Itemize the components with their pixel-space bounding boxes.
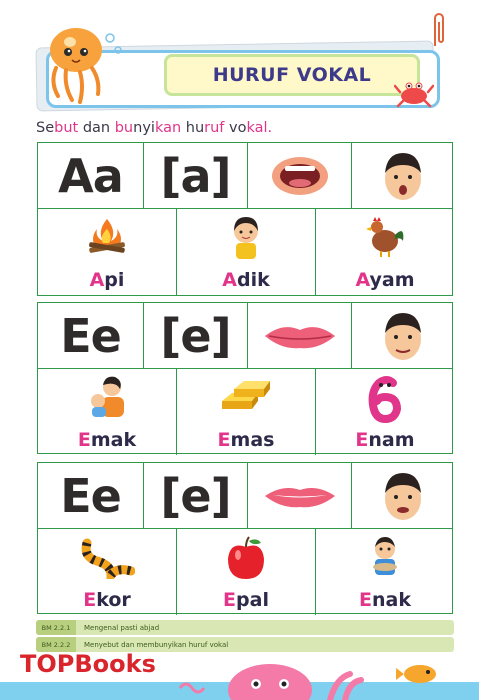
word-initial: E [217,429,231,451]
big-letter-cell [38,143,144,208]
face-cell [352,463,454,528]
phonetic-sound: [e] [160,308,231,363]
word-initial: A [89,269,105,291]
word-row [38,369,452,455]
word-cell [177,369,316,455]
word-label [177,589,315,611]
instr-part: vo [224,120,247,136]
word-label [316,589,454,611]
word-cell [177,209,316,295]
word-initial: A [355,269,370,291]
lips-smile-icon [263,321,337,351]
word-rest: pi [104,269,125,291]
mouth-cell [248,463,352,528]
phonetic-sound: [a] [160,148,231,203]
title-banner [36,42,436,108]
boy-face-e-icon [378,309,428,363]
standard-text: Mengenal pasti abjad [84,623,160,632]
lips-wide-icon [263,481,337,511]
word-label [38,269,176,291]
mother-baby-icon [84,375,130,421]
instruction-text [36,120,272,136]
big-letter: Ee [60,468,121,523]
word-rest: mak [90,429,137,451]
instr-part: bu [114,120,134,136]
mouth-cell [248,143,352,208]
word-rest: yam [369,269,415,291]
word-cell [316,529,454,615]
rooster-icon [363,215,407,259]
crab-icon [394,76,434,108]
vowel-section-e-second [37,462,453,614]
word-rest: mas [230,429,275,451]
sound-cell [144,143,248,208]
letter-row [38,463,452,529]
gold-bars-icon [216,375,276,415]
letter-row [38,303,452,369]
vowel-section-e [37,302,453,454]
word-rest: nam [368,429,415,451]
word-label [316,269,454,291]
big-letter: Ee [60,308,121,363]
word-label [38,589,176,611]
word-initial: A [222,269,237,291]
instr-part: ruf [204,120,225,136]
word-rest: nak [372,589,411,611]
instr-part: nyi [133,120,155,136]
letter-row [38,143,452,209]
instr-part: but [54,120,79,136]
word-initial: E [77,429,91,451]
word-initial: E [359,589,372,611]
banner-title-box [164,54,420,96]
boy-face-a-icon [378,149,428,203]
girl-icon [226,215,266,261]
mouth-cell [248,303,352,368]
face-cell [352,303,454,368]
word-row [38,209,452,295]
word-rest: pal [236,589,269,611]
number-six-icon [365,375,405,423]
instr-part: Se [36,120,55,136]
campfire-icon [85,215,129,255]
word-label [38,429,176,451]
word-row [38,529,452,615]
jellyfish-icon [36,20,128,110]
word-cell [38,369,177,455]
standard-row [36,620,454,635]
word-label [316,429,454,451]
topbooks-logo [20,650,156,678]
big-letter-cell [38,463,144,528]
instr-part: dan [78,120,115,136]
word-cell [38,209,177,295]
word-initial: E [355,429,369,451]
open-mouth-icon [269,154,331,198]
big-letter: Aa [58,148,123,203]
big-letter-cell [38,303,144,368]
logo-top-text: TOP [20,650,75,678]
word-cell [38,529,177,615]
face-cell [352,143,454,208]
word-initial: E [83,589,97,611]
word-label [177,269,315,291]
word-cell [316,209,454,295]
boy-eating-icon [365,535,405,581]
word-rest: kor [96,589,131,611]
apple-icon [224,535,268,581]
boy-face-e2-icon [378,469,428,523]
word-cell [316,369,454,455]
standard-text: Menyebut dan membunyikan huruf vokal [84,640,229,649]
instr-part: kan [154,120,182,136]
logo-books-text: Books [74,650,156,678]
vowel-section-a [37,142,453,296]
instr-part: hu [181,120,205,136]
word-initial: E [223,589,237,611]
standard-code: BM 2.2.1 [36,620,76,635]
word-label [177,429,315,451]
sound-cell [144,463,248,528]
page-title: HURUF VOKAL [212,64,372,86]
word-cell [177,529,316,615]
word-rest: dik [236,269,270,291]
tail-icon [79,535,135,579]
sound-cell [144,303,248,368]
phonetic-sound: [e] [160,468,231,523]
standard-code: BM 2.2.2 [36,637,76,652]
instr-part: kal. [246,120,273,136]
